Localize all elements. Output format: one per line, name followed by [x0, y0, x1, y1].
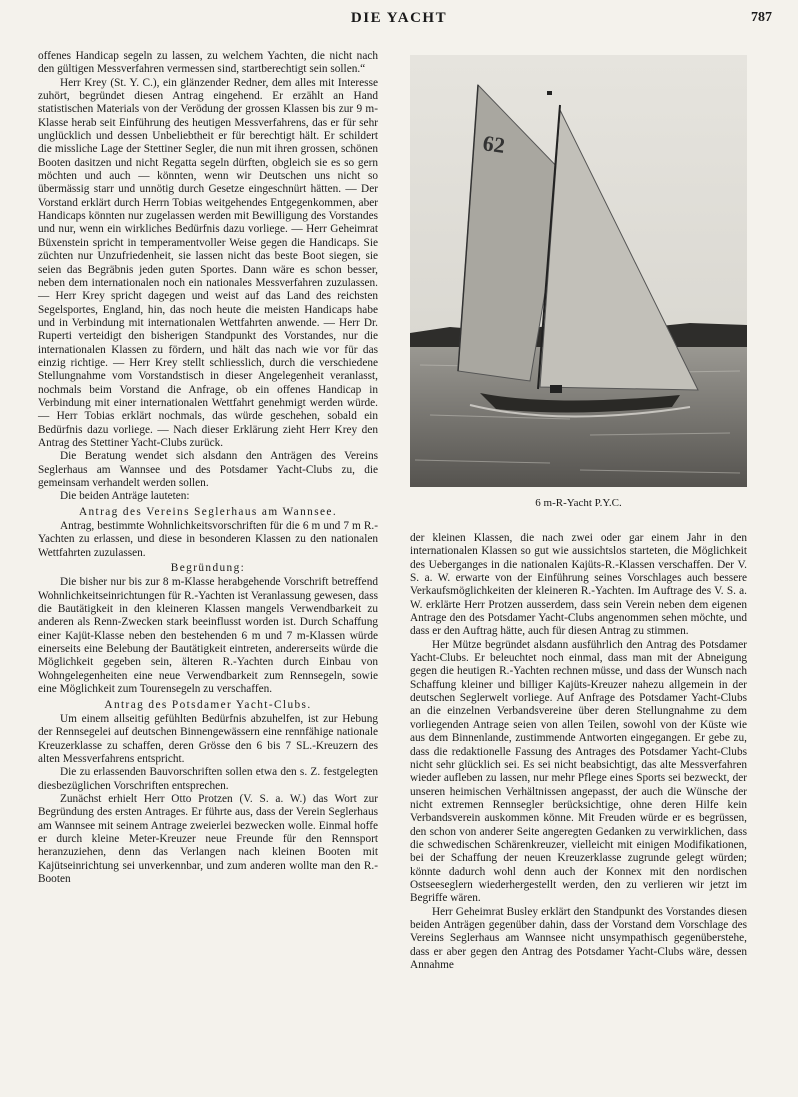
sailboat-image	[410, 55, 747, 487]
left-text-column	[38, 50, 378, 886]
paragraph: Her Mütze begründet alsdann ausführlich den Antrag des Potsdamer Yacht-Clubs. Er beleuchtet noch einmal, dass man mit der Abneigung gegen die heutigen R.-Yachten rechnen müsse, und dass der Wunsch nach Schaffung kleiner und billiger Kajüts-Kreuzer nahezu allgemein in der deutschen Seglerwelt vorliege. Auf Anfrage des Potsdamer Yacht-Clubs an die einzelnen Verbandsvereine über deren Stellungnahme zu dem vorliegenden Antrage seien von allen Teilen, sowohl von der Küste wie aus dem Binnenlande, zustimmende Antworten eingegangen. Er gebe zu, dass die redaktionelle Fassung des Antrages des Potsdamer Yacht-Clubs nicht sehr glücklich sei. Es sei nicht beabsichtigt, das alte Messverfahren wieder aufleben zu lassen, nur mehr Pflege eines Sports sei bezweckt, der unseren heimischen Verhältnissen angepasst, der auch die Wünsche der nicht extremen Rennsegler berücksichtige, ohne deren Hilfe kein Verbandsverein auskommen könne. Mit Freuden würde er es begrüssen, den schon von anderer Seite angeregten Gedanken zu verwirklichen, dass die schwedischen Schärenkreuzer, vielleicht mit einigen Modifikationen, bei der Schaffung der neuen Kreuzerklasse zugrunde gelegt würden; könnte dadurch wohl denn auch der Konnex mit den nordischen Ostseeseglern wiederhergestellt werden, den zu verlieren wir jetzt im Begriffe wären.	[410, 638, 747, 905]
page-number: 787	[751, 10, 772, 25]
paragraph: Die Beratung wendet sich alsdann den Anträgen des Vereins Seglerhaus am Wannsee und des Potsdamer Yacht-Clubs zu, die gemeinsam verhandelt werden sollen.	[38, 450, 378, 489]
paragraph: Herr Krey (St. Y. C.), ein glänzender Redner, dem alles mit Interesse zuhört, begründet diesen Antrag eingehend. Er erzählt an Hand statistischen Materials von der Verödung der grossen Klassen bis zur 9 m-Klasse herab seit Einführung des heutigen Messverfahrens, das er für sehr unglücklich und dessen Unbeliebtheit er für berechtigt hält. Er schildert die missliche Lage der Stettiner Segler, die nun mit ihren grossen, schönen Booten dasitzen und nicht Regatta segeln dürften, obgleich sie es so gern möchten und auch — könnten, wenn wir Deutschen uns nicht so übermässig starr und unnötig durch Gesetze eingeschnürt hätten. — Der Vorstand erklärt durch Herrn Tobias weitgehendes Entgegenkommen, aber Handicaps könnten nur zugelassen werden mit Bewilligung des Vorstandes und nur, wenn ein wirkliches Bedürfnis dazu vorliege. — Herr Geheimrat Büxenstein spricht in temperamentvoller Weise gegen die Handicaps. Sie züchten nur Unzufriedenheit, sie lassen nicht das beste Boot siegen, sie seien das Begräbnis jeden guten Sportes. Dann wäre es schon besser, neben dem internationalen noch ein nationales Messverfahren zuzulassen. — Herr Krey spricht dagegen und weist auf das Land des reichsten Segelsportes, England, hin, das noch heute die meisten Handicaps habe und in Verbindung mit internationalen Wettfahrten anwende. — Herr Dr. Ruperti verteidigt den bisherigen Standpunkt des Vorstandes, nur die internationalen Klassen zu fördern, und hält das nach wie vor für das einzig richtige. — Herr Krey stellt schliesslich, durch die verschiedene Stellungnahme vom Vorstandstisch in dieser Angelegenheit veranlasst, nochmals beim Vorstand die Anfrage, ob ein offenes Handicap in Verbindung mit einer internationalen Wettfahrt genehmigt werden würde. — Herr Tobias erklärt nochmals, das würde geschehen, sobald ein Bedürfnis dazu vorliege. — Nach dieser Erklärung zieht Herr Krey den Antrag des Stettiner Yacht-Clubs zurück.	[38, 76, 378, 449]
journal-title: DIE YACHT	[350, 10, 448, 26]
paragraph: Herr Geheimrat Busley erklärt den Standpunkt des Vorstandes diesen beiden Anträgen gegenüber dahin, dass der Vorstand dem Vorschlage des Vereins Seglerhaus am Wannsee nicht unsympathisch gegenüberstehe, dass er aber gegen den Antrag des Potsdamer Yacht-Clubs wäre, dessen Annahme	[410, 905, 747, 971]
yacht-photograph	[410, 55, 747, 487]
paragraph: Die beiden Anträge lauteten:	[60, 490, 190, 503]
paragraph: der kleinen Klassen, die nach zwei oder gar einem Jahr in den internationalen Klassen so gut wie aussichtslos starteten, die Möglichkeit des Ueberganges in die nationalen Kajüts-R.-Klassen verschaffen. Der V. S. a. W. erwarte von der Einführung seines Vorschlages auch bessere Verkaufsmöglichkeiten der kleineren R.-Yachten. Im Auftrage des V. S. a. W. erklärte Herr Protzen ausserdem, dass sein Verein neben dem eigenen Antrage den des Potsdamer Yacht-Clubs angenommen sehen möchte, und dass er den Auftrag hätte, auch für diesen Antrag zu stimmen.	[410, 532, 747, 638]
paragraph: Um einem allseitig gefühlten Bedürfnis abzuhelfen, ist zur Hebung der Rennsegelei auf deutschen Binnengewässern eine rennfähige nationale Kreuzerklasse zu schaffen, deren Grösse den 6 bis 7 SL.-Kreuzern des alten Messverfahrens entspricht.	[38, 712, 378, 765]
section-heading: Antrag des Vereins Seglerhaus am Wannsee.	[78, 505, 338, 518]
paragraph: Zunächst erhielt Herr Otto Protzen (V. S. a. W.) das Wort zur Begründung des ersten Antrages. Er führte aus, dass der Verein Seglerhaus am Wannsee mit seinem Antrage zweierlei bezwecken wolle. Einmal hoffe er durch kleine Meter-Kreuzer neue Freunde für den Rennsport heranzuziehen, denn das Verlangen nach kleinen Booten mit Kajütseinrichtung sei unverkennbar, und zum anderen wollte man den R.-Booten	[38, 792, 378, 885]
section-heading: Begründung:	[170, 562, 246, 575]
right-text-column	[410, 532, 747, 972]
paragraph: Die bisher nur bis zur 8 m-Klasse herabgehende Vorschrift betreffend Wohnlichkeitseinrichtungen für R.-Yachten ist Veranlassung gewesen, dass die Bautätigkeit in den kleineren Klassen mangels Verwendbarkeit zu anderen als Renn-Zwecken stark beeinflusst worden ist. Durch Schaffung einer Kajüt-Klasse neben den bestehenden 6 m und 7 m-Klassen würde einerseits eine Belebung der Bautätigkeit eintreten, andererseits würde die Möglichkeit gegeben sein, älteren R.-Yachten durch Einbau von Wohngelegenheiten eine neue Verwendbarkeit zum Rennsegeln, sowie eine Möglichkeit zum Tourensegeln zu verschaffen.	[38, 576, 378, 696]
paragraph: Antrag, bestimmte Wohnlichkeitsvorschriften für die 6 m und 7 m R.-Yachten zu erlassen, und diese in besonderen Klassen zu den nationalen Wettfahrten zuzulassen.	[38, 520, 378, 559]
paragraph: Die zu erlassenden Bauvorschriften sollen etwa den s. Z. festgelegten diesbezüglichen Vorschriften entsprechen.	[38, 766, 378, 792]
photo-caption: 6 m-R-Yacht P.Y.C.	[535, 497, 622, 509]
section-heading: Antrag des Potsdamer Yacht-Clubs.	[104, 698, 312, 711]
paragraph: offenes Handicap segeln zu lassen, zu welchem Yachten, die nicht nach den gültigen Messverfahren vermessen sind, startberechtigt sein sollen.“	[38, 50, 378, 76]
sail-number: 62	[481, 130, 507, 159]
